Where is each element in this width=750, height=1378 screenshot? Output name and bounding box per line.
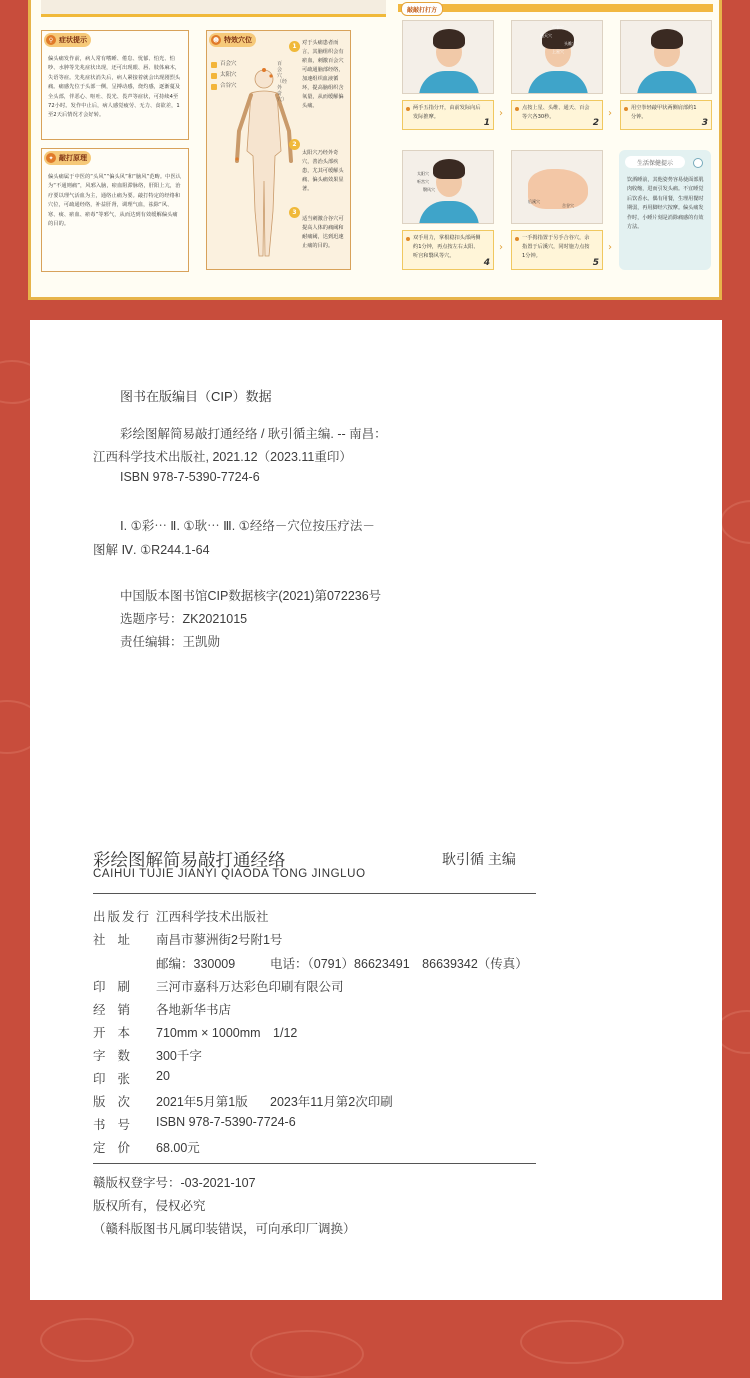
step-caption: 一手拇指置于另手合谷穴，余指置于后溪穴，同时施力点按1分钟。 5 (511, 230, 603, 270)
cause-box (41, 148, 189, 272)
body-figure (229, 61, 299, 261)
photo-3 (620, 20, 712, 94)
detail-label: 社址 (93, 933, 143, 947)
photo-label: 头维穴 (564, 41, 576, 46)
detail-value: 电话：（0791）86623491 86639342（传真） (270, 957, 528, 971)
detail-label: 书号 (93, 1118, 143, 1132)
divider (93, 893, 536, 894)
body-label: 百会穴（经外奇穴） (277, 61, 288, 103)
detail-label: 印刷 (93, 980, 143, 994)
photo-label: 太阳穴 (417, 171, 429, 176)
detail-value: 江西科学技术出版社 (156, 910, 269, 924)
photo-label: 后溪穴 (528, 199, 540, 204)
step-caption: 双手用力，掌根稳扣头部两侧约1分钟，再点按左右太阳、听宫和翳风等穴。 4 (402, 230, 494, 270)
detail-label: 版次 (93, 1095, 143, 1109)
detail-value: 各地新华书店 (156, 1003, 232, 1017)
acupoint-item: 百会穴 (211, 59, 237, 70)
cloud-ornament (520, 1320, 624, 1364)
step-number: 1 (289, 41, 300, 52)
tip-heading: 生活保健提示 (625, 156, 685, 168)
cip-line: 彩绘图解简易敲打通经络 / 耿引循主编. -- 南昌： (120, 427, 387, 441)
cip-line: Ⅰ. ①彩⋯ Ⅱ. ①耿⋯ Ⅲ. ①经络－穴位按压疗法－ (120, 519, 375, 533)
footer-line: 赣版权登字号：-03-2021-107 (93, 1176, 256, 1190)
chevron-right-icon: › (499, 108, 503, 119)
tip-dot (693, 158, 703, 168)
detail-label: 经销 (93, 1003, 143, 1017)
book-title: 彩绘图解简易敲打通经络 (93, 850, 286, 870)
step-number: 3 (289, 207, 300, 218)
chevron-right-icon: › (608, 108, 612, 119)
step-caption: 用空拳轻敲甲状两侧肩部约1分钟。 3 (620, 100, 712, 130)
search-icon: ⚲ (46, 35, 56, 45)
detail-label: 字数 (93, 1049, 143, 1063)
photo-2 (511, 20, 603, 94)
acupoint-item: 太阳穴 (211, 70, 237, 81)
footer-line: （赣科版图书凡属印装错误，可向承印厂调换） (93, 1222, 356, 1236)
detail-value: 邮编：330009 (156, 957, 236, 971)
detail-value: 2023年11月第2次印刷 (270, 1095, 393, 1109)
tip-card (619, 150, 711, 270)
cloud-ornament (720, 500, 750, 544)
detail-value: ISBN 978-7-5390-7724-6 (156, 1115, 296, 1129)
step-text: 适当刺激合谷穴可提高人体的痛阈和耐痛阈，达到迅速止痛的目的。 (302, 216, 344, 249)
detail-value: 20 (156, 1069, 170, 1083)
book-pinyin: CAIHUI TUJIE JIANYI QIAODA TONG JINGLUO (93, 868, 366, 880)
step-text: 对于头痛患者而言，其脑组织会有瘀血，刺激百会穴可疏通脑部经络，加速组织血液循环，提高脑组织含氧量，从而缓解偏头痛。 (302, 40, 344, 109)
hammer-icon: ✦ (46, 153, 56, 163)
body-icon: ☻ (212, 36, 220, 44)
detail-value: 68.00元 (156, 1141, 200, 1155)
divider (93, 1163, 536, 1164)
detail-label: 定价 (93, 1141, 143, 1155)
step-caption: 两手五指分开，由前发际向后发际推摩。 1 (402, 100, 494, 130)
acupoint-item: 合谷穴 (211, 81, 237, 92)
method-heading: 敲敲打打方 (401, 2, 443, 16)
chevron-right-icon: › (608, 242, 612, 253)
detail-label: 出版发行 (93, 910, 152, 924)
detail-value: 三河市嘉科万达彩色印刷有限公司 (156, 980, 344, 994)
chevron-right-icon: › (499, 242, 503, 253)
top-strip (41, 0, 386, 17)
step-caption: 点按上星、头维、通天、百会等穴各30秒。 2 (511, 100, 603, 130)
symptom-text: 偏头痛发作前，病人常有嗜睡、倦怠、忧郁、怕光、怕吵、水肿等先兆症状出现，还可出现眼、唇、肢体麻木，失语等症。先兆症状消失后，病人紧接着就会出现剧烈头痛。痛感先位于头部一侧，呈搏动感，烧灼感，逐渐蔓及全头部，伴恶心、呕吐、畏光、畏声等症状，可持续4至72小时。发作中止后，病人感觉疲劳、无力、食欲差，1至2天后情况才会好转。 (48, 56, 181, 119)
cip-line: 责任编辑：王凯勋 (120, 635, 221, 649)
acupoint-heading: ☻ 特效穴位 (209, 33, 256, 47)
photo-1 (402, 20, 494, 94)
symptom-heading: ⚲ 症状提示 (44, 33, 91, 47)
photo-label: 合谷穴 (562, 203, 574, 208)
photo-label: 翳风穴 (423, 187, 435, 192)
detail-value: 2021年5月第1版 (156, 1095, 248, 1109)
step-number: 2 (289, 139, 300, 150)
photo-label: 听宫穴 (417, 179, 429, 184)
method-header-bar (398, 4, 713, 12)
photo-label: 通天穴 (540, 33, 552, 38)
cause-heading: ✦ 敲打原理 (44, 151, 91, 165)
book-editor: 耿引循 主编 (442, 851, 516, 867)
cloud-ornament (40, 1318, 134, 1362)
cip-line: ISBN 978-7-5390-7724-6 (120, 470, 260, 484)
detail-value: 300千字 (156, 1049, 202, 1063)
cip-line: 中国版本图书馆CIP数据核字(2021)第072236号 (120, 589, 382, 603)
photo-4 (402, 150, 494, 224)
detail-value: 710mm × 1000mm 1/12 (156, 1026, 298, 1040)
book-spread-preview (28, 0, 722, 300)
photo-5 (511, 150, 603, 224)
symptom-box (41, 30, 189, 140)
tip-text: 饮酒睡前，其他姿势容易使面部肌肉收缩，进而引发头痛。不宜睡觉后饮香水。偶有用餐，生理用餐时期弱，再用脚经穴按摩。偏头痛发作时，小睡片刻是消除痛感的有效方法。 (627, 177, 704, 231)
photo-label: 百会穴 (552, 25, 564, 30)
cloud-ornament (250, 1330, 364, 1378)
detail-label: 印张 (93, 1072, 143, 1086)
photo-label: 上星穴 (552, 49, 564, 54)
cip-line: 选题序号：ZK2021015 (120, 612, 248, 626)
copyright-page (30, 320, 722, 1300)
cip-line: 图解 Ⅳ. ①R244.1-64 (93, 543, 210, 557)
step-text: 太阳穴乃经外奇穴，善治头部疾患，尤其可缓解头痛、偏头痛效果显著。 (302, 150, 344, 192)
acupoint-panel (206, 30, 351, 270)
detail-value: 南昌市蓼洲街2号附1号 (156, 933, 283, 947)
cip-title: 图书在版编目（CIP）数据 (120, 389, 272, 404)
detail-label: 开本 (93, 1026, 143, 1040)
cip-line: 江西科学技术出版社, 2021.12（2023.11重印） (93, 450, 352, 464)
cause-text: 偏头痛属于中医的“头风”“偏头风”和“脑风”范畴。中医认为“不通则痛”，风邪入脑，瘀血阻滞脉络，肝阳上亢，治疗要以理气活血为主，通络止痛为要。敲打特定的经络和穴位，可疏通经络，补益肝肾，调理气血，祛除“风、寒、痰、瘀血、瘀毒”等邪气，从而达到有效缓解偏头痛的目的。 (48, 174, 182, 228)
footer-line: 版权所有，侵权必究 (93, 1199, 206, 1213)
